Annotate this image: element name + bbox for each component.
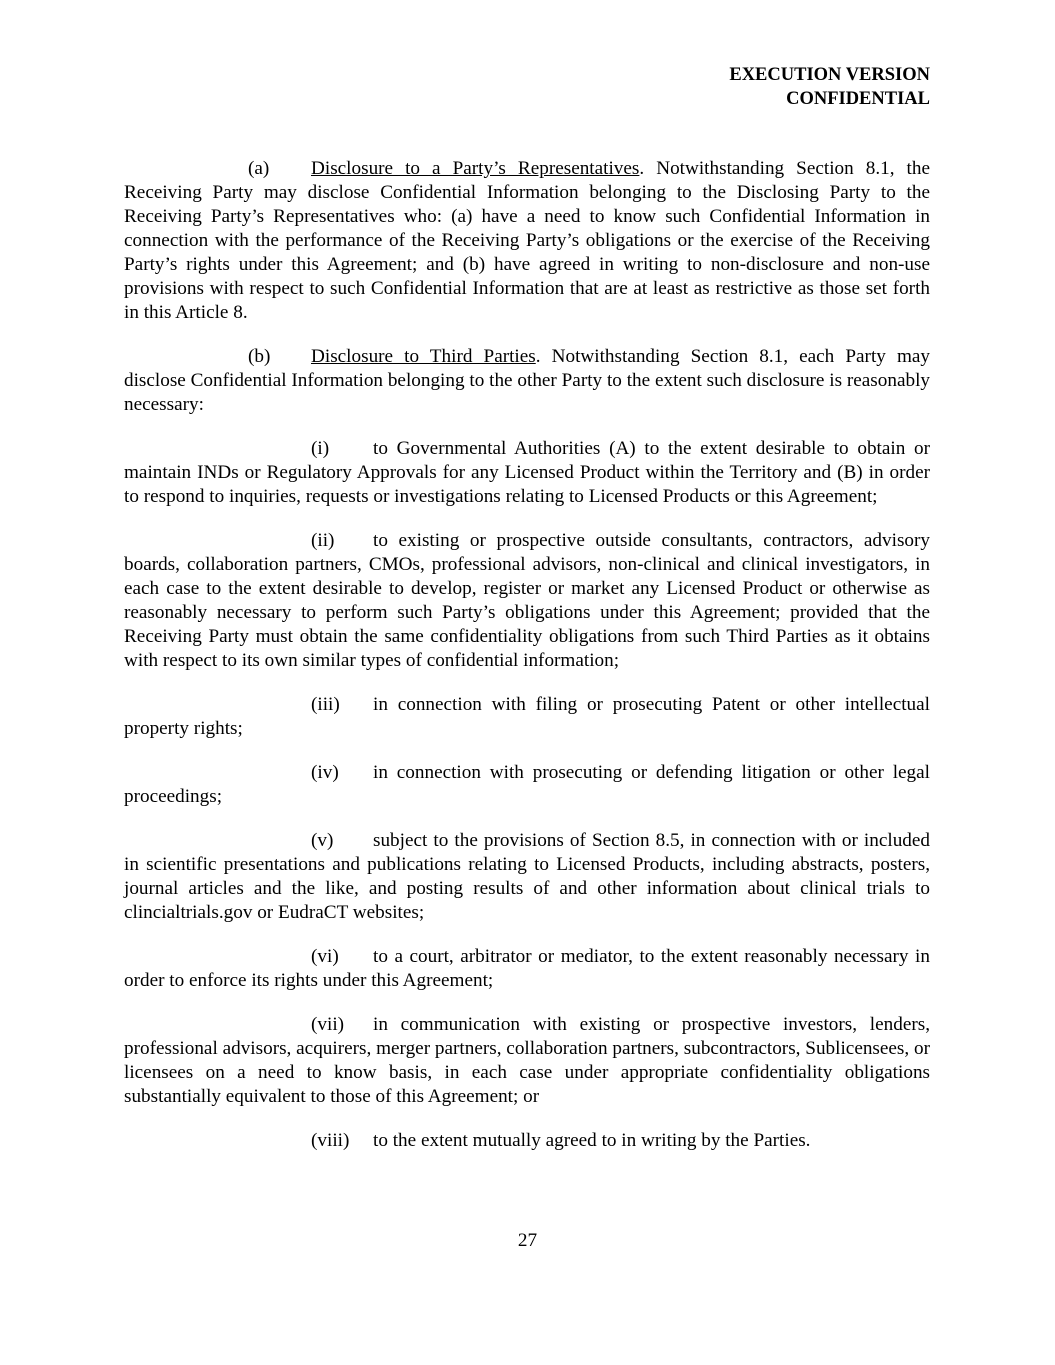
list-item-iii — [124, 693, 930, 741]
document-header — [729, 63, 930, 111]
section-a-text: . Notwithstanding Section 8.1, the Receiving Party may disclose Confidential Information belonging to the Disclosing Party to the Receiving Party’s Representatives who: (a) have a need to know such Confidential Information in connection with the performance of the Receiving Party’s obligations or the exercise of the Receiving Party’s rights under this Agreement; and (b) have agreed in writing to non-disclosure and non-use provisions with respect to such Confidential Information that are at least as restrictive as those set forth in this Article 8. — [124, 158, 930, 323]
list-item-v — [124, 829, 930, 925]
item-text: to a court, arbitrator or mediator, to the extent reasonably necessary in order to enforce its rights under this Agreement; — [124, 946, 930, 991]
item-text: in communication with existing or prospective investors, lenders, professional advisors, acquirers, merger partners, collaboration partners, subcontractors, Sublicensees, or licensees on a need to know basis, in each case under appropriate confidentiality obligations substantially equivalent to those of this Agreement; or — [124, 1014, 930, 1107]
section-b-label: (b) — [248, 346, 271, 367]
item-text: to Governmental Authorities (A) to the extent desirable to obtain or maintain INDs or Regulatory Approvals for any Licensed Product within the Territory and (B) in order to respond to inquiries, requests or investigations relating to Licensed Products or this Agreement; — [124, 438, 930, 507]
list-item-iv — [124, 761, 930, 809]
item-label: (viii) — [311, 1130, 350, 1151]
item-text: in connection with prosecuting or defending litigation or other legal proceedings; — [124, 762, 930, 807]
item-label: (iv) — [311, 762, 339, 783]
section-a-paragraph — [124, 157, 930, 325]
header-confidential: CONFIDENTIAL — [786, 89, 930, 109]
header-execution-version: EXECUTION VERSION — [729, 65, 930, 85]
item-label: (vi) — [311, 946, 339, 967]
section-b-text: . Notwithstanding Section 8.1, each Party may disclose Confidential Information belonging to the other Party to the extent such disclosure is reasonably necessary: — [124, 346, 930, 415]
list-item-i — [124, 437, 930, 509]
list-item-ii — [124, 529, 930, 673]
section-a-heading: Disclosure to a Party’s Representatives — [311, 158, 640, 179]
item-text: to existing or prospective outside consultants, contractors, advisory boards, collaboration partners, CMOs, professional advisors, non-clinical and clinical investigators, in each case to the extent desirable to develop, register or market any Licensed Product or otherwise as reasonably necessary to perform such Party’s obligations under this Agreement; provided that the Receiving Party must obtain the same confidentiality obligations from such Third Parties as it obtains with respect to its own similar types of confidential information; — [124, 530, 930, 671]
item-label: (ii) — [311, 530, 335, 551]
section-b-paragraph — [124, 345, 930, 417]
list-item-viii — [124, 1129, 930, 1153]
item-text: in connection with filing or prosecuting Patent or other intellectual property rights; — [124, 694, 930, 739]
list-item-vii — [124, 1013, 930, 1109]
item-text: to the extent mutually agreed to in writing by the Parties. — [373, 1130, 811, 1151]
item-label: (vii) — [311, 1014, 345, 1035]
item-label: (iii) — [311, 694, 340, 715]
section-b-heading: Disclosure to Third Parties — [311, 346, 536, 367]
page-number: 27 — [517, 1230, 538, 1251]
document-body — [124, 157, 930, 1153]
item-text: subject to the provisions of Section 8.5, in connection with or included in scientific presentations and publications relating to Licensed Products, including abstracts, posters, journal articles and the like, and posting results of and other information about clinical trials to clincialtrials.gov or EudraCT websites; — [124, 830, 930, 923]
item-label: (v) — [311, 830, 334, 851]
section-a-label: (a) — [248, 158, 270, 179]
item-label: (i) — [311, 438, 330, 459]
list-item-vi — [124, 945, 930, 993]
